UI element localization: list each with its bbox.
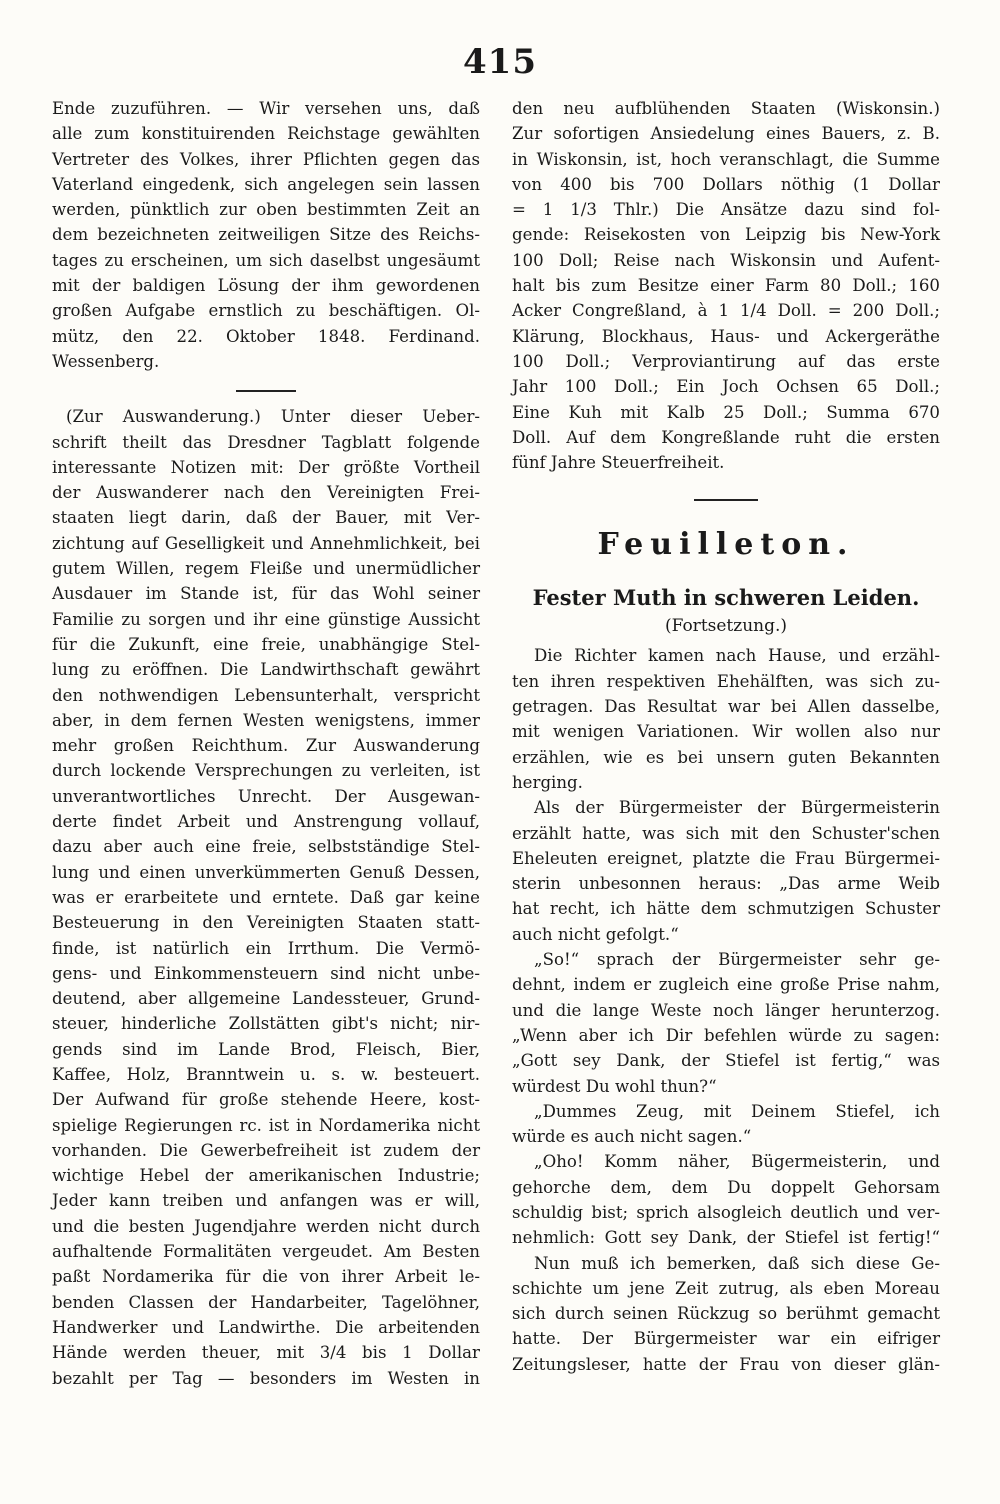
- text-line: hatte. Der Bürgermeister war ein eifriger: [512, 1329, 940, 1349]
- text-line: herging.: [512, 772, 583, 792]
- text-line: 100 Doll.; Verproviantirung auf das erste: [512, 351, 940, 371]
- text-line: Vaterland eingedenk, sich angelegen sein lassen: [52, 174, 480, 194]
- text-line: Kaffee, Holz, Branntwein u. s. w. besteuert.: [52, 1064, 480, 1084]
- text-line: Der Aufwand für große stehende Heere, kost-: [52, 1090, 480, 1110]
- text-line: schuldig bist; sprich alsogleich deutlich und ver-: [512, 1202, 940, 1222]
- text-line: lung zu eröffnen. Die Landwirthschaft gewährt: [52, 660, 480, 680]
- page-number: 415: [463, 42, 537, 82]
- text-line: benden Classen der Handarbeiter, Tagelöhner,: [52, 1292, 480, 1312]
- text-line: gens- und Einkommensteuern sind nicht unbe-: [52, 963, 480, 983]
- text-line: mit der baldigen Lösung der ihm gewordenen: [52, 276, 480, 296]
- text-line: werden, pünktlich zur oben bestimmten Zeit an: [52, 200, 480, 220]
- text-line: Als der Bürgermeister der Bürgermeisterin: [534, 798, 940, 818]
- text-line: paßt Nordamerika für die von ihrer Arbeit le-: [52, 1267, 480, 1287]
- text-line: zichtung auf Geselligkeit und Annehmlichkeit, bei: [52, 533, 480, 553]
- text-line: „Dummes Zeug, mit Deinem Stiefel, ich: [534, 1101, 940, 1121]
- text-line: auch nicht gefolgt.“: [512, 924, 679, 944]
- text-line: vorhanden. Die Gewerbefreiheit ist zudem der: [52, 1140, 480, 1160]
- text-line: Zeitungsleser, hatte der Frau von dieser glän-: [512, 1354, 940, 1374]
- text-line: Handwerker und Landwirthe. Die arbeitenden: [52, 1317, 480, 1337]
- text-line: Nun muß ich bemerken, daß sich diese Ge-: [534, 1253, 940, 1273]
- feuilleton-heading: Feuilleton.: [597, 527, 855, 563]
- text-line: lung und einen unverkümmerten Genuß Dessen,: [52, 862, 480, 882]
- text-line: den nothwendigen Lebensunterhalt, verspricht: [52, 685, 480, 705]
- text-line: tages zu erscheinen, um sich daselbst ungesäumt: [52, 250, 480, 270]
- text-line: alle zum konstituirenden Reichstage gewählten: [52, 124, 480, 144]
- text-line: gends sind im Lande Brod, Fleisch, Bier,: [52, 1039, 480, 1059]
- text-line: würdest Du wohl thun?“: [512, 1076, 717, 1096]
- text-line: schrift theilt das Dresdner Tagblatt folgende: [52, 432, 480, 452]
- text-line: = 1 1/3 Thlr.) Die Ansätze dazu sind fol-: [512, 200, 940, 220]
- story-title: Fester Muth in schweren Leiden.: [532, 585, 920, 611]
- text-line: deutend, aber allgemeine Landessteuer, Grund-: [52, 989, 480, 1009]
- text-line: „Oho! Komm näher, Bügermeisterin, und: [534, 1152, 940, 1172]
- text-line: erzählen, wie es bei unsern guten Bekannten: [512, 747, 940, 767]
- text-line: spielige Regierungen rc. ist in Nordamerika nicht: [52, 1115, 480, 1135]
- text-line: dazu aber auch eine freie, selbstständige Stel-: [52, 837, 480, 857]
- text-line: interessante Notizen mit: Der größte Vortheil: [52, 457, 480, 477]
- text-line: unverantwortliches Unrecht. Der Ausgewan-: [52, 786, 480, 806]
- text-line: steuer, hinderliche Zollstätten gibt's nicht; nir-: [52, 1014, 480, 1034]
- text-line: aber, in dem fernen Westen wenigstens, immer: [52, 710, 480, 730]
- text-line: fünf Jahre Steuerfreiheit.: [512, 453, 725, 473]
- text-line: (Zur Auswanderung.) Unter dieser Ueber-: [66, 407, 480, 427]
- text-line: mütz, den 22. Oktober 1848. Ferdinand.: [52, 326, 480, 346]
- text-line: Zur sofortigen Ansiedelung eines Bauers, z. B.: [512, 124, 940, 144]
- story-subtitle: (Fortsetzung.): [664, 616, 788, 637]
- text-line: „So!“ sprach der Bürgermeister sehr ge-: [534, 950, 940, 970]
- text-line: und die lange Weste noch länger herunterzog.: [512, 1000, 940, 1020]
- text-line: sich durch seinen Rückzug so berühmt gemacht: [512, 1304, 940, 1324]
- section-divider: [236, 390, 296, 392]
- text-line: Besteuerung in den Vereinigten Staaten statt-: [52, 913, 480, 933]
- text-line: aufhaltende Formalitäten vergeudet. Am Besten: [52, 1242, 480, 1262]
- text-line: Ausdauer im Stande ist, für das Wohl seiner: [52, 584, 480, 604]
- text-line: für die Zukunft, eine freie, unabhängige Stel-: [52, 634, 480, 654]
- text-line: hat recht, ich hätte dem schmutzigen Schuster: [512, 899, 940, 919]
- text-line: was er erarbeitete und erntete. Daß gar keine: [52, 887, 480, 907]
- text-line: staaten liegt darin, daß der Bauer, mit Ver-: [52, 508, 480, 528]
- text-line: Eine Kuh mit Kalb 25 Doll.; Summa 670: [512, 402, 940, 422]
- text-line: Ende zuzuführen. — Wir versehen uns, daß: [52, 99, 480, 118]
- text-line: von 400 bis 700 Dollars nöthig (1 Dollar: [512, 174, 940, 194]
- text-line: ten ihren respektiven Ehehälften, was sich zu-: [512, 671, 940, 691]
- text-line: Eheleuten ereignet, platzte die Frau Bürgermei-: [512, 848, 940, 868]
- text-line: großen Aufgabe ernstlich zu beschäftigen. Ol-: [52, 301, 480, 321]
- text-line: Acker Congreßland, à 1 1/4 Doll. = 200 Doll.;: [512, 301, 940, 321]
- text-line: „Gott sey Dank, der Stiefel ist fertig,“ was: [512, 1051, 940, 1071]
- text-line: getragen. Das Resultat war bei Allen dasselbe,: [512, 697, 940, 717]
- text-line: dem bezeichneten zeitweiligen Sitze des Reichs-: [52, 225, 480, 245]
- text-line: Die Richter kamen nach Hause, und erzähl-: [534, 646, 940, 666]
- text-line: derte findet Arbeit und Anstrengung vollauf,: [52, 812, 480, 832]
- text-line: würde es auch nicht sagen.“: [512, 1127, 752, 1147]
- text-line: Jeder kann treiben und anfangen was er will,: [52, 1191, 480, 1211]
- text-line: Familie zu sorgen und ihr eine günstige Aussicht: [52, 609, 480, 629]
- text-line: gende: Reisekosten von Leipzig bis New-York: [512, 225, 940, 245]
- emigration-article-continued: [512, 96, 940, 475]
- section-divider: [694, 499, 758, 501]
- left-column: [52, 96, 480, 1391]
- text-line: mit wenigen Variationen. Wir wollen also nur: [512, 722, 940, 742]
- text-line: Vertreter des Volkes, ihrer Pflichten gegen das: [52, 149, 480, 169]
- text-line: mehr großen Reichthum. Zur Auswanderung: [52, 736, 480, 756]
- text-line: nehmlich: Gott sey Dank, der Stiefel ist fertig!“: [512, 1228, 940, 1248]
- closing-paragraph: [52, 96, 480, 374]
- text-line: sterin unbesonnen heraus: „Das arme Weib: [512, 874, 940, 894]
- story-text: [512, 643, 940, 1377]
- text-line: finde, ist natürlich ein Irrthum. Die Vermö-: [52, 938, 480, 958]
- text-line: dehnt, indem er zugleich eine große Prise nahm,: [512, 975, 940, 995]
- text-line: Hände werden theuer, mit 3/4 bis 1 Dollar: [52, 1343, 480, 1363]
- text-line: bezahlt per Tag — besonders im Westen in: [52, 1368, 480, 1388]
- text-line: durch lockende Versprechungen zu verleiten, ist: [52, 761, 480, 781]
- text-line: der Auswanderer nach den Vereinigten Frei-: [52, 483, 480, 503]
- text-line: Doll. Auf dem Kongreßlande ruht die ersten: [512, 427, 940, 447]
- emigration-article: [52, 404, 480, 1391]
- text-line: Wessenberg.: [52, 351, 160, 371]
- text-line: Jahr 100 Doll.; Ein Joch Ochsen 65 Doll.;: [512, 377, 940, 397]
- text-line: halt bis zum Besitze einer Farm 80 Doll.; 160: [512, 276, 940, 296]
- text-line: gehorche dem, dem Du doppelt Gehorsam: [512, 1177, 940, 1197]
- text-line: gutem Willen, regem Fleiße und unermüdlicher: [52, 559, 480, 579]
- text-line: erzählt hatte, was sich mit den Schuster'schen: [512, 823, 940, 843]
- text-line: 100 Doll; Reise nach Wiskonsin und Aufent-: [512, 250, 940, 270]
- text-line: in Wiskonsin, ist, hoch veranschlagt, die Summe: [512, 149, 940, 169]
- text-line: schichte um jene Zeit zutrug, als eben Moreau: [512, 1278, 940, 1298]
- text-line: und die besten Jugendjahre werden nicht durch: [52, 1216, 480, 1236]
- text-line: den neu aufblühenden Staaten (Wiskonsin.): [512, 99, 940, 118]
- text-line: Klärung, Blockhaus, Haus- und Ackergeräthe: [512, 326, 940, 346]
- right-column: [512, 96, 940, 1377]
- text-line: „Wenn aber ich Dir befehlen würde zu sagen:: [512, 1025, 940, 1045]
- text-line: wichtige Hebel der amerikanischen Industrie;: [52, 1166, 480, 1186]
